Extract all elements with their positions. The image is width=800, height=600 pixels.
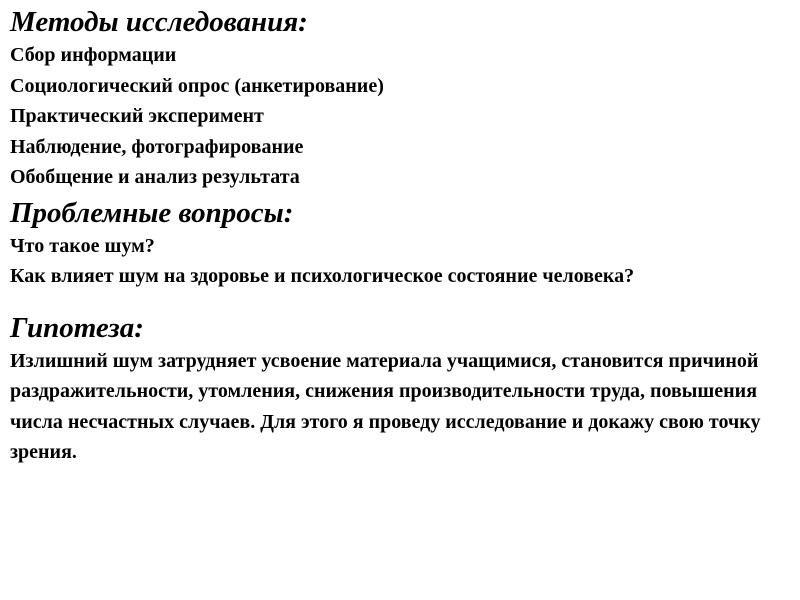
problems-item-noise-influence: Как влияет шум на здоровье и психологическое состояние человека?	[10, 265, 635, 287]
problems-heading: Проблемные вопросы:	[10, 196, 294, 229]
methods-item-collect-info: Сбор информации	[10, 44, 177, 66]
methods-list	[10, 40, 795, 193]
methods-item-observation: Наблюдение, фотографирование	[10, 135, 304, 158]
problems-list	[10, 231, 795, 292]
hypothesis-heading: Гипотеза:	[10, 311, 144, 344]
methods-item-analysis: Обобщение и анализ результата	[10, 166, 300, 188]
methods-heading: Методы исследования:	[10, 6, 308, 38]
hypothesis-text: Излишний шум затрудняет усвоение материала учащимися, становится причиной раздражительности, утомления, снижения производительности труда, повышения числа несчастных случаев. Для этого я проведу исследование и докажу свою точку зрения.	[10, 349, 761, 463]
methods-item-experiment: Практический эксперимент	[10, 105, 264, 127]
problems-item-what-is-noise: Что такое шум?	[10, 234, 155, 257]
section-spacer	[10, 292, 795, 310]
methods-item-survey: Социологический опрос (анкетирование)	[10, 74, 384, 97]
slide-content	[10, 4, 795, 468]
